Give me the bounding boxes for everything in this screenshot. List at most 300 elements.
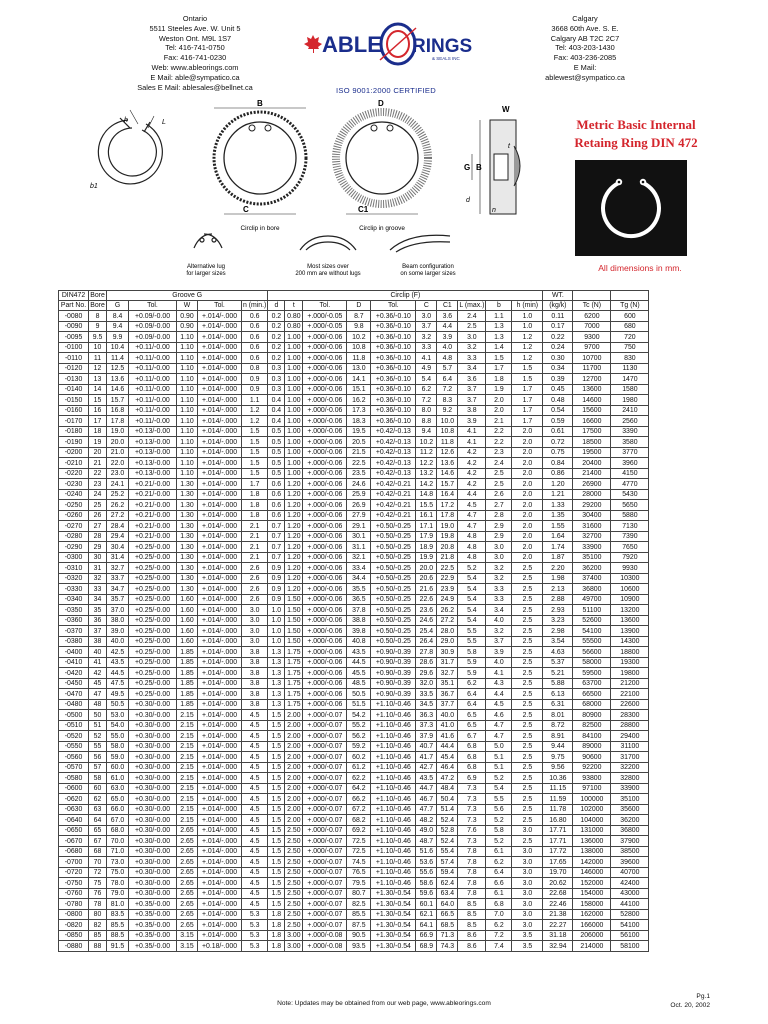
table-cell: +.000/-0.06 — [303, 521, 347, 532]
table-cell: 70 — [89, 857, 107, 868]
table-cell: 9.44 — [543, 741, 573, 752]
table-cell: +0.36/-0.10 — [371, 311, 416, 322]
table-cell: 2.50 — [285, 878, 303, 889]
web-link[interactable]: Web: www.ableorings.com — [151, 62, 239, 72]
table-cell: 4.0 — [486, 657, 512, 668]
table-cell: 13.2 — [416, 468, 437, 479]
column-header: d — [268, 301, 285, 311]
table-cell: 67 — [89, 836, 107, 847]
table-cell: 3.5 — [512, 930, 543, 941]
table-cell: 19.5 — [347, 426, 371, 437]
table-cell: +0.42/-0.21 — [371, 479, 416, 490]
table-cell: 88 — [89, 941, 107, 952]
table-cell: 1.5 — [268, 752, 285, 763]
table-cell: 3.0 — [512, 899, 543, 910]
table-cell: 5.4 — [458, 615, 486, 626]
table-cell: -0500 — [59, 710, 89, 721]
table-cell: 3.4 — [458, 363, 486, 374]
table-cell: 0.80 — [285, 321, 303, 332]
table-cell: 55 — [89, 741, 107, 752]
table-cell: 1.5 — [268, 741, 285, 752]
table-cell: 2.0 — [512, 531, 543, 542]
table-cell: 6200 — [573, 311, 611, 322]
table-cell: 30.9 — [437, 647, 458, 658]
table-cell: +0.42/-0.13 — [371, 437, 416, 448]
table-cell: 3.0 — [512, 857, 543, 868]
table-cell: 50 — [89, 710, 107, 721]
table-cell: 4.5 — [458, 500, 486, 511]
table-cell: 0.9 — [268, 573, 285, 584]
table-cell: 44100 — [611, 899, 649, 910]
table-cell: 33900 — [611, 783, 649, 794]
table-row — [59, 573, 649, 584]
table-row — [59, 825, 649, 836]
table-cell: 2.1 — [242, 552, 268, 563]
table-cell: 12.2 — [416, 458, 437, 469]
table-cell: 4.4 — [437, 321, 458, 332]
table-cell: 32 — [89, 573, 107, 584]
column-header: Tol. — [198, 301, 242, 311]
table-cell: 90.5 — [347, 930, 371, 941]
table-cell: 44.5 — [347, 657, 371, 668]
table-cell: 59500 — [573, 668, 611, 679]
table-cell: 1.5 — [268, 857, 285, 868]
table-cell: 830 — [611, 353, 649, 364]
table-cell: 24.6 — [347, 479, 371, 490]
table-cell: +1.10/-0.46 — [371, 741, 416, 752]
table-row — [59, 762, 649, 773]
table-cell: 5.1 — [486, 752, 512, 763]
table-cell: 33.7 — [107, 573, 129, 584]
table-cell: 2.15 — [177, 804, 198, 815]
table-cell: 6.2 — [486, 857, 512, 868]
table-cell: 2.7 — [486, 500, 512, 511]
table-cell: 3.6 — [437, 311, 458, 322]
table-cell: +.000/-0.06 — [303, 374, 347, 385]
table-cell: +.014/-.000 — [198, 741, 242, 752]
table-cell: 21.38 — [543, 909, 573, 920]
table-cell: 7130 — [611, 521, 649, 532]
table-cell: 2.00 — [285, 752, 303, 763]
table-cell: 2.0 — [512, 479, 543, 490]
header-groove-group: Groove G — [107, 291, 268, 301]
table-cell: +0.09/-0.00 — [129, 321, 177, 332]
table-cell: 6.1 — [486, 846, 512, 857]
table-cell: 1.7 — [486, 363, 512, 374]
table-cell: +1.30/-0.54 — [371, 920, 416, 931]
table-cell: 39600 — [611, 857, 649, 868]
table-cell: 15.7 — [107, 395, 129, 406]
table-cell: 22.5 — [437, 563, 458, 574]
table-row — [59, 626, 649, 637]
table-cell: +.014/-.000 — [198, 773, 242, 784]
table-cell: 4.5 — [242, 731, 268, 742]
table-cell: +0.13/-0.00 — [129, 447, 177, 458]
table-cell: +.014/-.000 — [198, 542, 242, 553]
table-cell: 66.0 — [107, 804, 129, 815]
table-cell: 4.5 — [242, 804, 268, 815]
table-cell: 47.7 — [416, 804, 437, 815]
table-cell: 0.2 — [268, 332, 285, 343]
table-cell: 19800 — [611, 668, 649, 679]
table-cell: +0.25/-0.00 — [129, 668, 177, 679]
table-cell: 16.80 — [543, 815, 573, 826]
table-cell: 1.10 — [177, 384, 198, 395]
table-cell: 17 — [89, 416, 107, 427]
table-cell: +0.36/-0.10 — [371, 416, 416, 427]
table-cell: 1.75 — [285, 647, 303, 658]
table-cell: 52.8 — [437, 825, 458, 836]
table-cell: 2.65 — [177, 909, 198, 920]
table-cell: +0.30/-0.00 — [129, 773, 177, 784]
table-cell: 36200 — [573, 563, 611, 574]
table-cell: 1.5 — [512, 374, 543, 385]
table-cell: 1.7 — [512, 384, 543, 395]
table-cell: -0750 — [59, 878, 89, 889]
table-cell: 67.0 — [107, 815, 129, 826]
table-cell: -0800 — [59, 909, 89, 920]
retaining-ring-photo — [575, 160, 687, 256]
table-cell: 3.0 — [512, 846, 543, 857]
table-cell: 3.8 — [242, 678, 268, 689]
table-cell: -0100 — [59, 342, 89, 353]
table-cell: 2.5 — [512, 605, 543, 616]
table-row — [59, 437, 649, 448]
table-row — [59, 867, 649, 878]
table-cell: 1.00 — [285, 437, 303, 448]
table-cell: +0.36/-0.10 — [371, 321, 416, 332]
address-line: 5511 Steeles Ave. W. Unit 5 — [149, 23, 241, 33]
table-cell: 45 — [89, 678, 107, 689]
header-cell: WT. — [543, 291, 573, 301]
table-cell: 2.5 — [512, 836, 543, 847]
header-cell: Bore — [90, 292, 105, 299]
table-cell: 55500 — [573, 636, 611, 647]
table-row — [59, 384, 649, 395]
table-cell: 3.0 — [512, 909, 543, 920]
table-cell: 34.5 — [416, 699, 437, 710]
table-cell: 0.59 — [543, 416, 573, 427]
table-cell: 54100 — [573, 626, 611, 637]
table-cell: 82.5 — [347, 899, 371, 910]
table-cell: +1.10/-0.46 — [371, 794, 416, 805]
table-cell: 7.8 — [458, 846, 486, 857]
table-cell: 5.4 — [486, 783, 512, 794]
table-row — [59, 500, 649, 511]
table-cell: 14 — [89, 384, 107, 395]
table-cell: 68.0 — [107, 825, 129, 836]
table-cell: 9.75 — [543, 752, 573, 763]
table-cell: +0.11/-0.00 — [129, 405, 177, 416]
table-cell: 4.5 — [242, 762, 268, 773]
table-cell: 0.9 — [242, 374, 268, 385]
table-cell: 62.4 — [437, 878, 458, 889]
table-cell: 2.4 — [486, 458, 512, 469]
table-cell: 2560 — [611, 416, 649, 427]
table-cell: 28 — [89, 531, 107, 542]
table-cell: 0.3 — [268, 363, 285, 374]
table-cell: 1.50 — [285, 615, 303, 626]
table-row — [59, 930, 649, 941]
table-cell: +.014/-.000 — [198, 468, 242, 479]
table-cell: 1.0 — [268, 605, 285, 616]
table-cell: 2.00 — [285, 720, 303, 731]
table-cell: 1.35 — [543, 510, 573, 521]
table-cell: +.014/-.000 — [198, 783, 242, 794]
page-title — [536, 116, 736, 152]
table-cell: 8.5 — [458, 920, 486, 931]
table-cell: 93800 — [573, 773, 611, 784]
table-row — [59, 909, 649, 920]
table-cell: 2.0 — [512, 510, 543, 521]
table-cell: 55.6 — [416, 867, 437, 878]
table-cell: -0240 — [59, 489, 89, 500]
column-header: (kg/k) — [543, 301, 573, 311]
table-cell: 3.0 — [416, 311, 437, 322]
table-row — [59, 594, 649, 605]
table-row — [59, 311, 649, 322]
table-cell: 2.5 — [512, 615, 543, 626]
table-cell: 38 — [89, 636, 107, 647]
table-cell: 0.7 — [268, 542, 285, 553]
table-cell: +.014/-.000 — [198, 342, 242, 353]
table-cell: 3580 — [611, 437, 649, 448]
table-cell: 27.9 — [347, 510, 371, 521]
table-cell: 42 — [89, 668, 107, 679]
table-cell: 88.5 — [107, 930, 129, 941]
table-cell: 1.10 — [177, 405, 198, 416]
table-cell: 14.8 — [416, 489, 437, 500]
table-cell: 1.75 — [285, 678, 303, 689]
table-cell: 1.00 — [285, 332, 303, 343]
table-cell: +.014/-.000 — [198, 720, 242, 731]
table-cell: 1.60 — [177, 594, 198, 605]
table-cell: 71.0 — [107, 846, 129, 857]
table-cell: 63700 — [573, 678, 611, 689]
table-cell: 1.5 — [268, 794, 285, 805]
email-link[interactable]: ablewest@sympatico.ca — [545, 72, 625, 82]
table-cell: 4.5 — [242, 773, 268, 784]
table-cell: 0.6 — [242, 332, 268, 343]
table-cell: 3.0 — [486, 542, 512, 553]
table-cell: 6.4 — [437, 374, 458, 385]
table-cell: 9.2 — [437, 405, 458, 416]
table-cell: +.014/-.000 — [198, 678, 242, 689]
table-cell: 2.50 — [285, 920, 303, 931]
table-cell: 29.6 — [416, 668, 437, 679]
table-cell: 1.2 — [242, 405, 268, 416]
column-header: Tg (N) — [611, 301, 649, 311]
table-cell: 74.5 — [347, 857, 371, 868]
table-cell: 4.5 — [486, 699, 512, 710]
table-cell: 36800 — [611, 825, 649, 836]
table-cell: 31.1 — [347, 542, 371, 553]
table-cell: 1.5 — [268, 888, 285, 899]
table-cell: +.000/-0.06 — [303, 584, 347, 595]
table-cell: 83.5 — [107, 909, 129, 920]
table-cell: 17.2 — [437, 500, 458, 511]
table-cell: 89000 — [573, 741, 611, 752]
table-cell: 3.0 — [512, 920, 543, 931]
table-row — [59, 731, 649, 742]
table-cell: +0.11/-0.00 — [129, 353, 177, 364]
table-cell: 27.2 — [437, 615, 458, 626]
table-cell: 0.75 — [543, 447, 573, 458]
iso-certification: ISO 9001:2000 CERTIFIED — [335, 86, 437, 95]
table-cell: 37.3 — [416, 720, 437, 731]
caption-circlip-in-bore: Circlip in bore — [240, 225, 280, 232]
table-cell: 1.10 — [177, 353, 198, 364]
table-cell: 44.4 — [437, 741, 458, 752]
table-cell: 79.5 — [347, 878, 371, 889]
table-cell: 61.0 — [107, 773, 129, 784]
table-cell: 2.50 — [285, 899, 303, 910]
table-cell: 3.8 — [458, 405, 486, 416]
table-cell: -0220 — [59, 468, 89, 479]
table-cell: 2.15 — [177, 815, 198, 826]
table-cell: +.000/-0.06 — [303, 500, 347, 511]
no-lug-drawing — [300, 236, 356, 250]
table-cell: -0620 — [59, 794, 89, 805]
table-cell: 9.8 — [347, 321, 371, 332]
table-cell: 2.15 — [177, 720, 198, 731]
table-cell: 46.4 — [437, 762, 458, 773]
label-d-top: D — [378, 99, 384, 108]
table-cell: -0520 — [59, 731, 89, 742]
table-cell: 1.10 — [177, 447, 198, 458]
table-cell: 1.5 — [268, 731, 285, 742]
table-cell: -0250 — [59, 500, 89, 511]
table-cell: 2.88 — [543, 594, 573, 605]
table-cell: 48.7 — [416, 836, 437, 847]
table-cell: +.000/-0.07 — [303, 794, 347, 805]
table-cell: 59.4 — [437, 867, 458, 878]
table-cell: +0.35/-0.00 — [129, 909, 177, 920]
table-cell: 60.1 — [416, 899, 437, 910]
table-cell: 720 — [611, 332, 649, 343]
table-cell: 72 — [89, 867, 107, 878]
caption-alternative-lug: Alternative lug for larger sizes — [186, 264, 226, 277]
table-cell: 3.2 — [486, 563, 512, 574]
table-cell: 51100 — [573, 605, 611, 616]
table-cell: +.000/-0.06 — [303, 531, 347, 542]
table-row — [59, 941, 649, 952]
table-cell: 44.5 — [107, 668, 129, 679]
table-cell: 97100 — [573, 783, 611, 794]
table-cell: 1.0 — [512, 311, 543, 322]
table-cell: 10.8 — [437, 426, 458, 437]
table-cell: 25.2 — [107, 489, 129, 500]
table-cell: 9 — [89, 321, 107, 332]
table-cell: +.000/-0.06 — [303, 605, 347, 616]
table-cell: 2.5 — [512, 794, 543, 805]
table-cell: 2.15 — [177, 762, 198, 773]
table-cell: +0.30/-0.00 — [129, 783, 177, 794]
table-cell: -0120 — [59, 363, 89, 374]
table-cell: 2.50 — [285, 909, 303, 920]
table-cell: 4.6 — [486, 710, 512, 721]
table-cell: 1.20 — [285, 552, 303, 563]
table-cell: +.014/-.000 — [198, 836, 242, 847]
logo-able-text: ABLE — [322, 32, 382, 57]
table-cell: 17.9 — [416, 531, 437, 542]
column-header: Tol. — [371, 301, 416, 311]
table-cell: +.014/-.000 — [198, 447, 242, 458]
table-cell: 2.8 — [486, 510, 512, 521]
table-row — [59, 741, 649, 752]
table-cell: 31600 — [573, 521, 611, 532]
label-h: h — [124, 117, 128, 124]
table-cell: 0.3 — [268, 374, 285, 385]
table-cell: 2.0 — [512, 426, 543, 437]
table-cell: 4.4 — [458, 489, 486, 500]
table-cell: 5.3 — [242, 909, 268, 920]
table-cell: +1.30/-0.54 — [371, 941, 416, 952]
table-cell: 85.5 — [107, 920, 129, 931]
table-cell: 23 — [89, 479, 107, 490]
table-cell: 7.3 — [458, 783, 486, 794]
table-cell: 2.5 — [486, 479, 512, 490]
sales-email-link[interactable]: Sales E Mail: ablesales@bellnet.ca — [137, 82, 253, 92]
table-cell: -0470 — [59, 689, 89, 700]
table-cell: 0.39 — [543, 374, 573, 385]
table-cell: 8.6 — [458, 941, 486, 952]
table-cell: 70.0 — [107, 836, 129, 847]
email-link[interactable]: E Mail: able@sympatico.ca — [150, 72, 240, 82]
table-cell: 22.46 — [543, 899, 573, 910]
table-cell: 1.8 — [242, 489, 268, 500]
table-cell: 55.2 — [347, 720, 371, 731]
table-cell: 1.2 — [512, 332, 543, 343]
table-cell: 5.1 — [486, 762, 512, 773]
header-cell: DIN472 — [59, 291, 89, 301]
table-cell: +.014/-.000 — [198, 384, 242, 395]
table-cell: 26.2 — [437, 605, 458, 616]
table-cell: 29200 — [573, 500, 611, 511]
table-cell: +1.10/-0.46 — [371, 762, 416, 773]
table-cell: -0300 — [59, 552, 89, 563]
table-cell: 1.85 — [177, 657, 198, 668]
table-cell: 7.6 — [458, 825, 486, 836]
table-cell: 33900 — [573, 542, 611, 553]
table-cell: 47 — [89, 689, 107, 700]
table-cell: 4.8 — [437, 353, 458, 364]
table-cell: 64 — [89, 815, 107, 826]
table-cell: 3.2 — [458, 342, 486, 353]
table-cell: 5.8 — [486, 825, 512, 836]
table-row — [59, 584, 649, 595]
table-cell: 21400 — [573, 468, 611, 479]
table-cell: 52 — [89, 731, 107, 742]
table-cell: -0640 — [59, 815, 89, 826]
table-cell: 58000 — [573, 657, 611, 668]
table-cell: 2.5 — [512, 710, 543, 721]
table-cell: 3.8 — [242, 689, 268, 700]
table-cell: 2410 — [611, 405, 649, 416]
table-cell: 25.9 — [347, 489, 371, 500]
table-cell: 8.7 — [347, 311, 371, 322]
table-cell: 0.4 — [268, 416, 285, 427]
table-cell: 60 — [89, 783, 107, 794]
table-cell: 2.0 — [512, 468, 543, 479]
table-cell: 1.5 — [268, 899, 285, 910]
table-cell: 138000 — [573, 846, 611, 857]
table-cell: +.000/-0.06 — [303, 647, 347, 658]
table-cell: 26 — [89, 510, 107, 521]
table-cell: -0170 — [59, 416, 89, 427]
table-cell: 56 — [89, 752, 107, 763]
table-cell: 2.6 — [242, 573, 268, 584]
